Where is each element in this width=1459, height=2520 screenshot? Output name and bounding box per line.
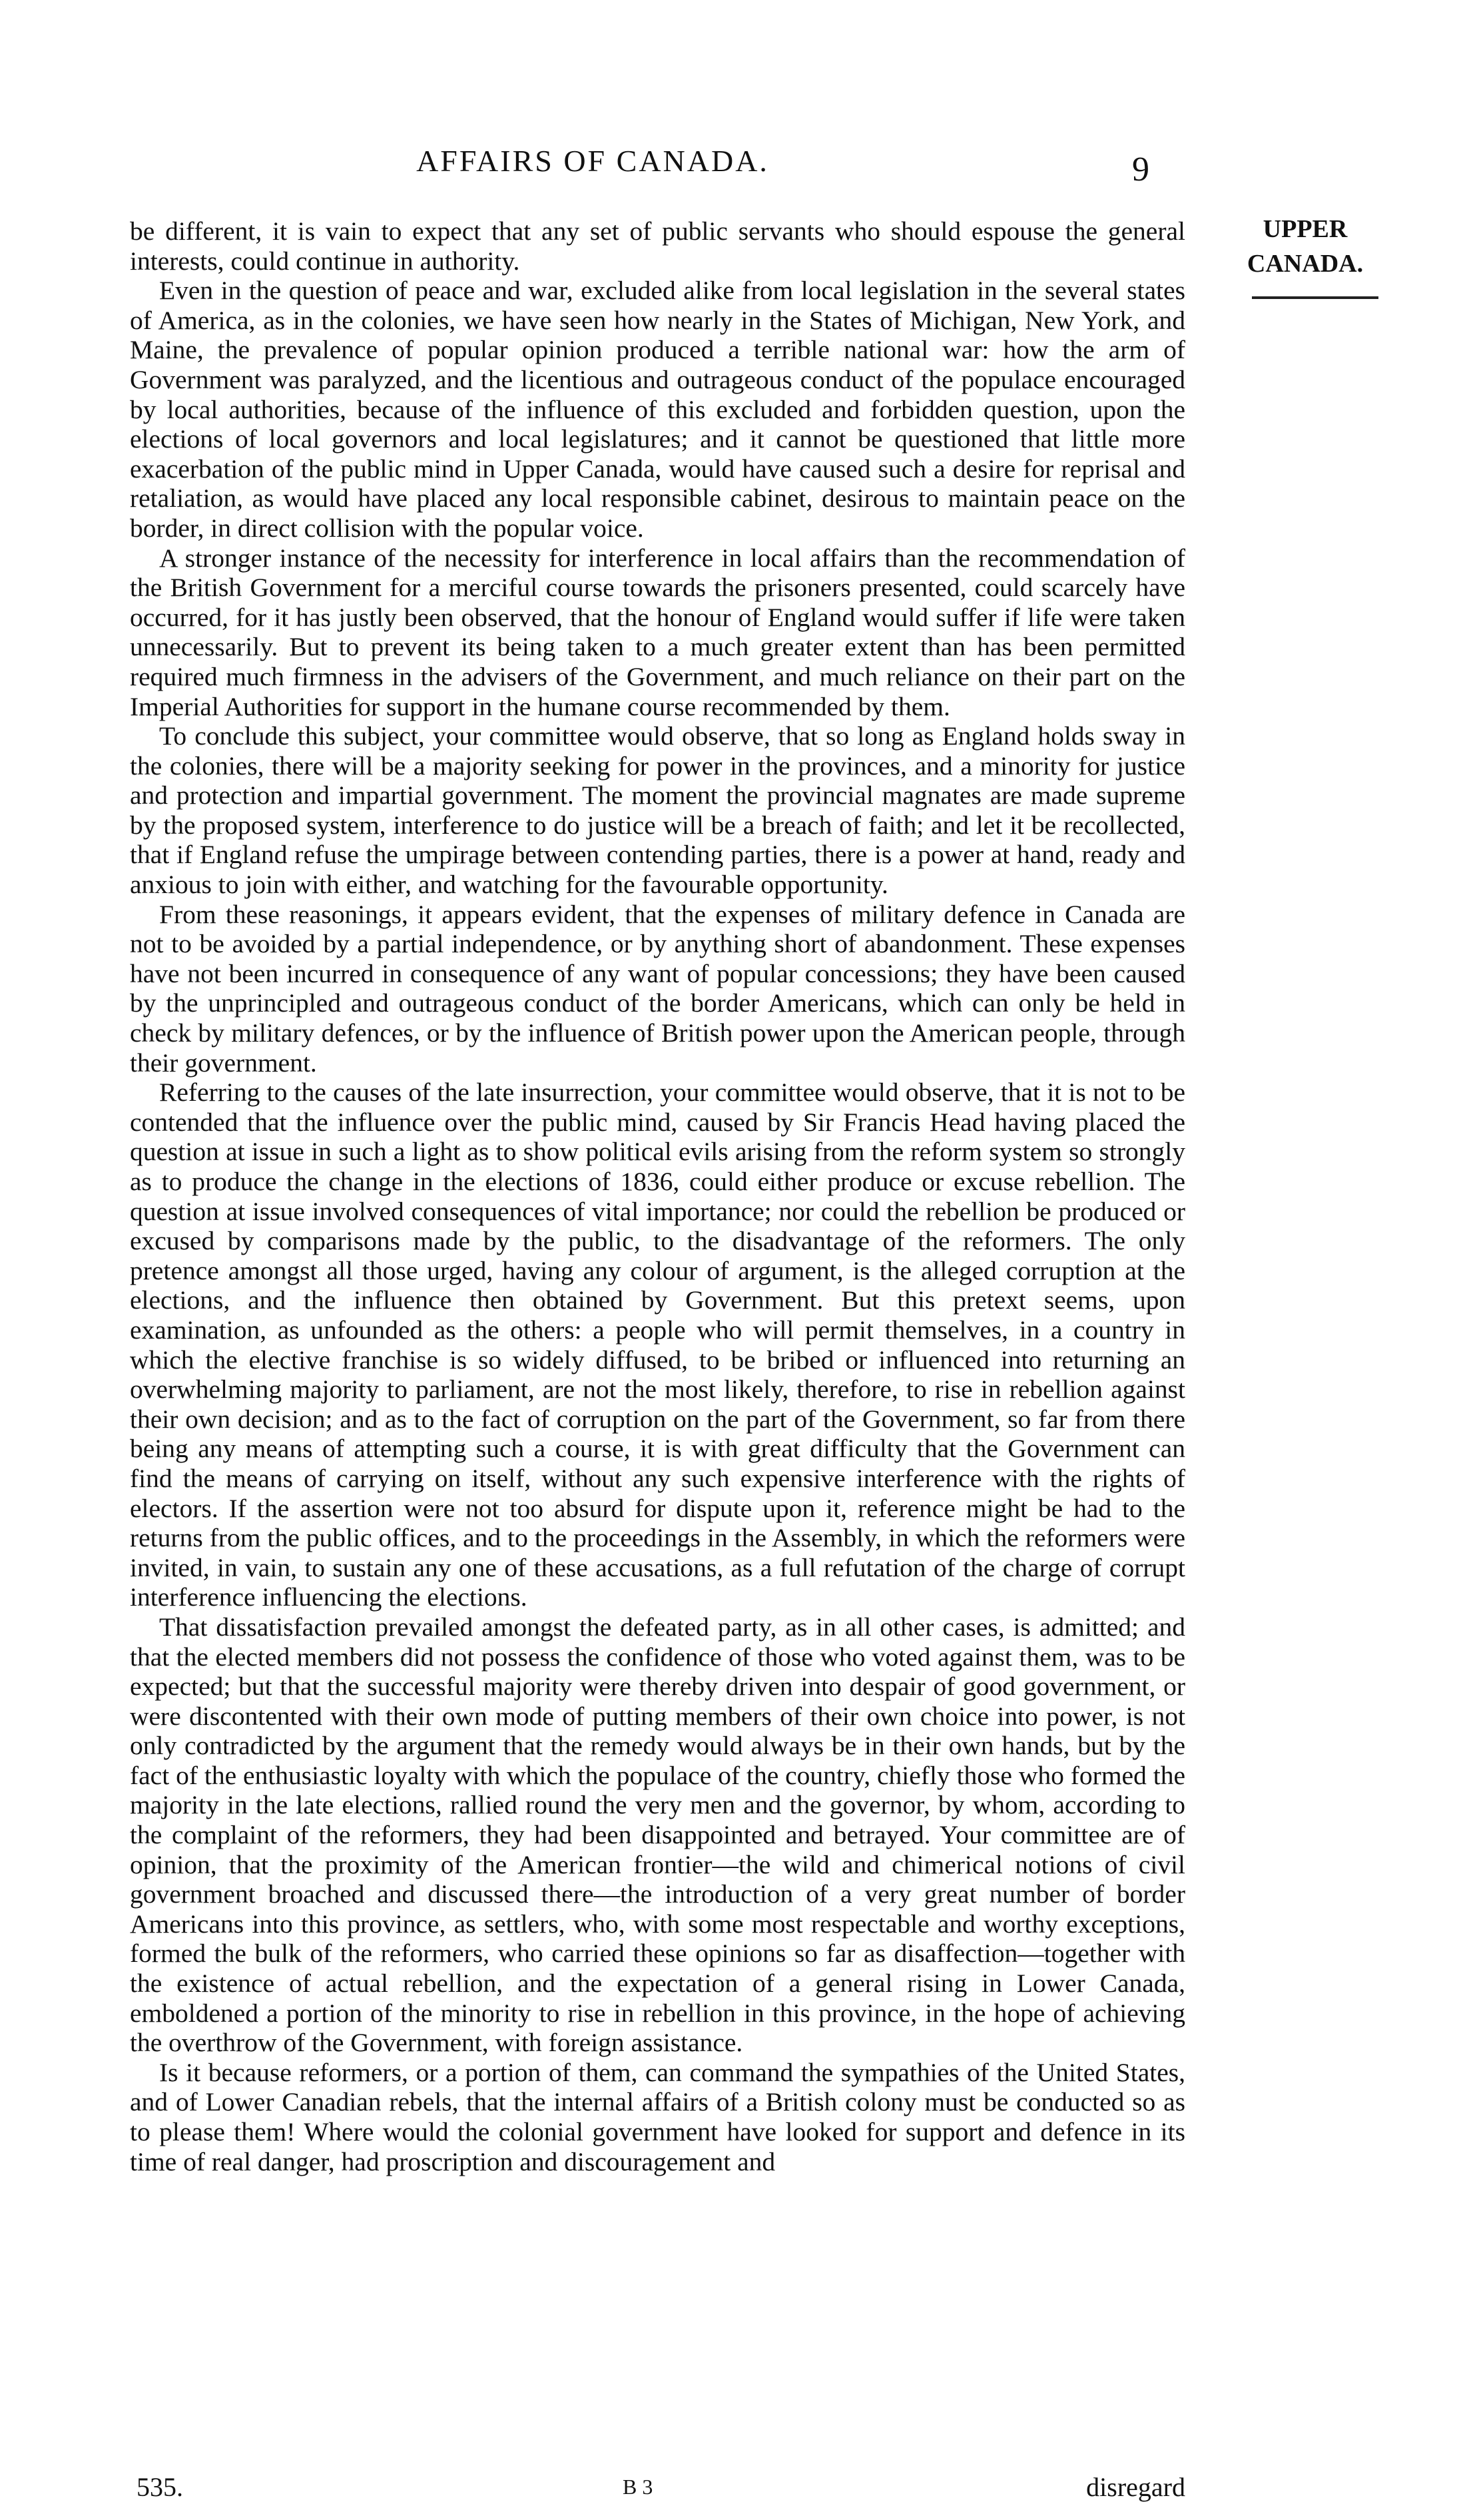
signature-mark: B 3 [623, 2475, 653, 2499]
margin-note [1239, 212, 1372, 281]
paragraph: Referring to the causes of the late insurrection, your committee would observe, that it is not to be contended that the influence over the public mind, caused by Sir Francis Head having placed the question at issue in such a light as to show political evils arising from the reform system so strongly as to produce the change in the elections of 1836, could either produce or excuse rebellion. The question at issue involved consequences of vital importance; nor could the rebellion be produced or excused by comparisons made by the public, to the disadvantage of the reformers. The only pretence amongst all those urged, having any colour of argument, is the alleged corruption at the elections, and the influence then obtained by Government. But this pretext seems, upon examination, as unfounded as the others: a people who will permit themselves, in a country in which the elective franchise is so widely diffused, to be bribed or influenced into returning an overwhelming majority to parliament, are not the most likely, therefore, to rise in rebellion against their own decision; and as to the fact of corruption on the part of the Government, so far from there being any means of attempting such a course, it is with great difficulty that the Government can find the means of carrying on itself, without any such expensive interference with the rights of electors. If the assertion were not too absurd for dispute upon it, reference might be had to the returns from the public offices, and to the proceedings in the Assembly, in which the reformers were invited, in vain, to sustain any one of these accusations, as a full refutation of the charge of corrupt interference influencing the elections. [130, 1078, 1185, 1612]
margin-note-line-1: UPPER [1263, 215, 1348, 243]
body-text [130, 216, 1185, 2176]
paragraph: be different, it is vain to expect that any set of public servants who should espouse the general interests, could continue in authority. [130, 216, 1185, 276]
margin-note-rule [1252, 296, 1378, 299]
page-number: 9 [1132, 151, 1149, 188]
page-footer [130, 2471, 1185, 2511]
paragraph: To conclude this subject, your committee would observe, that so long as England holds sway in the colonies, there will be a majority seeking for power in the provinces, and a minority for justice and protection and impartial government. The moment the provincial magnates are made supreme by the proposed system, interference to do justice will be a breach of faith; and let it be recollected, that if England refuse the umpirage between contending parties, there is a power at hand, ready and anxious to join with either, and watching for the favourable opportunity. [130, 721, 1185, 900]
running-header [0, 143, 1185, 178]
paragraph: That dissatisfaction prevailed amongst the defeated party, as in all other cases, is admitted; and that the elected members did not possess the confidence of those who voted against them, was to be expected; but that the successful majority were thereby driven into despair of good government, or were discontented with their own mode of putting members of their own choice into power, is not only contradicted by the argument that the remedy would always be in their own hands, but by the fact of the enthusiastic loyalty with which the populace of the country, chiefly those who formed the majority in the late elections, rallied round the very men and the governor, by whom, according to the complaint of the reformers, they had been disappointed and betrayed. Your committee are of opinion, that the proximity of the American frontier—the wild and chimerical notions of civil government broached and discussed there—the introduction of a very great number of border Americans into this province, as settlers, who, with some most respectable and worthy exceptions, formed the bulk of the reformers, who carried these opinions so far as disaffection—together with the existence of actual rebellion, and the expectation of a general rising in Lower Canada, emboldened a portion of the minority to rise in rebellion in this province, in the hope of achieving the overthrow of the Government, with foreign assistance. [130, 1612, 1185, 2058]
document-number: 535. [137, 2472, 183, 2502]
paragraph: Even in the question of peace and war, excluded alike from local legislation in the several states of America, as in the colonies, we have seen how nearly in the States of Michigan, New York, and Maine, the prevalence of popular opinion produced a terrible national war: how the arm of Government was paralyzed, and the licentious and outrageous conduct of the populace encouraged by local authorities, because of the influence of this excluded and forbidden question, upon the elections of local governors and local legislatures; and it cannot be questioned that little more exacerbation of the public mind in Upper Canada, would have caused such a desire for reprisal and retaliation, as would have placed any local responsible cabinet, desirous to maintain peace on the border, in direct collision with the popular voice. [130, 276, 1185, 543]
paragraph: Is it because reformers, or a portion of them, can command the sympathies of the United States, and of Lower Canadian rebels, that the internal affairs of a British colony must be conducted so as to please them! Where would the colonial government have looked for support and defence in its time of real danger, had proscription and discouragement and [130, 2057, 1185, 2176]
paragraph: From these reasonings, it appears evident, that the expenses of military defence in Canada are not to be avoided by a partial independence, or by anything short of abandonment. These expenses have not been incurred in consequence of any want of popular concessions; they have been caused by the unprincipled and outrageous conduct of the border Americans, which can only be held in check by military defences, or by the influence of British power upon the American people, through their government. [130, 899, 1185, 1078]
paragraph: A stronger instance of the necessity for interference in local affairs than the recommendation of the British Government for a merciful course towards the prisoners presented, could scarcely have occurred, for it has justly been observed, that the honour of England would suffer if life were taken unnecessarily. But to prevent its being taken to a much greater extent than has been permitted required much firmness in the advisers of the Government, and much reliance on their part on the Imperial Authorities for support in the humane course recommended by them. [130, 543, 1185, 721]
page-title: AFFAIRS OF CANADA. [416, 144, 769, 178]
catchword: disregard [1086, 2472, 1185, 2502]
margin-note-line-2: CANADA. [1247, 250, 1364, 278]
